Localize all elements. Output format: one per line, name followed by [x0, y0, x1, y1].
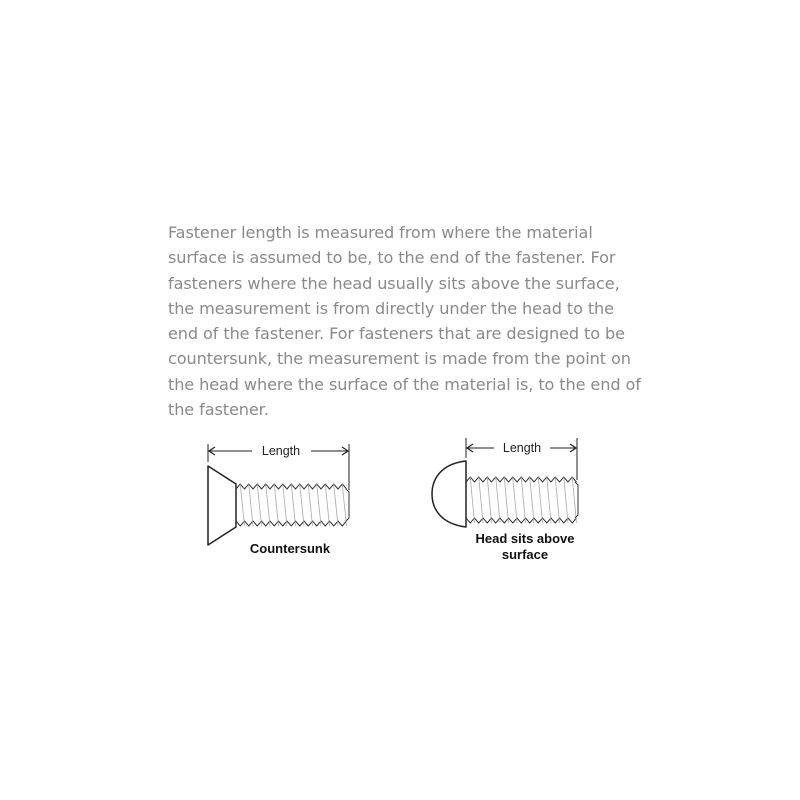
head-above-caption-line1: Head sits above [475, 531, 575, 546]
head-above-caption [476, 531, 575, 562]
thread-line [547, 477, 551, 523]
head-above-fastener [432, 438, 578, 527]
thread-line [274, 484, 278, 526]
thread-line [291, 484, 295, 526]
thread-line [317, 484, 321, 526]
description-text: Fastener length is measured from where the material surface is assumed to be, to the end of the fastener. For fasteners where the head usually sits above the surface, the measurement is from directly under the head to the end of the fastener. For fasteners that are designed to be countersunk, the measurement is made from the point on the head where the surface of the material is, to the end of the fastener. [168, 223, 641, 420]
head-above-threads [466, 477, 578, 523]
countersunk-head [208, 466, 236, 545]
thread-line [283, 484, 287, 526]
thread-line [325, 484, 329, 526]
countersunk-length-label: Length [261, 444, 301, 458]
thread-line [300, 484, 304, 526]
thread-line [564, 477, 568, 523]
thread-line [334, 484, 338, 526]
thread-line [538, 477, 542, 523]
thread-line [572, 477, 576, 523]
thread-line [479, 477, 483, 523]
countersunk-fastener [208, 444, 349, 545]
shank-tip [346, 489, 349, 521]
thread-line [240, 484, 244, 526]
thread-line [470, 477, 474, 523]
countersunk-caption-text: Countersunk [249, 541, 331, 556]
thread-line [249, 484, 253, 526]
thread-line [308, 484, 312, 526]
round-head [432, 461, 466, 527]
countersunk-caption [250, 541, 331, 556]
thread-line [521, 477, 525, 523]
thread-line [513, 477, 517, 523]
thread-line [266, 484, 270, 526]
thread-line [487, 477, 491, 523]
head-above-length-label: Length [502, 441, 542, 455]
thread-line [257, 484, 261, 526]
head-above-length-dimension [466, 438, 577, 480]
thread-line [504, 477, 508, 523]
countersunk-threads [236, 484, 349, 526]
thread-line [530, 477, 534, 523]
head-above-caption-line2: surface [501, 547, 549, 562]
thread-line [555, 477, 559, 523]
thread-line [496, 477, 500, 523]
thread-line [342, 484, 346, 526]
